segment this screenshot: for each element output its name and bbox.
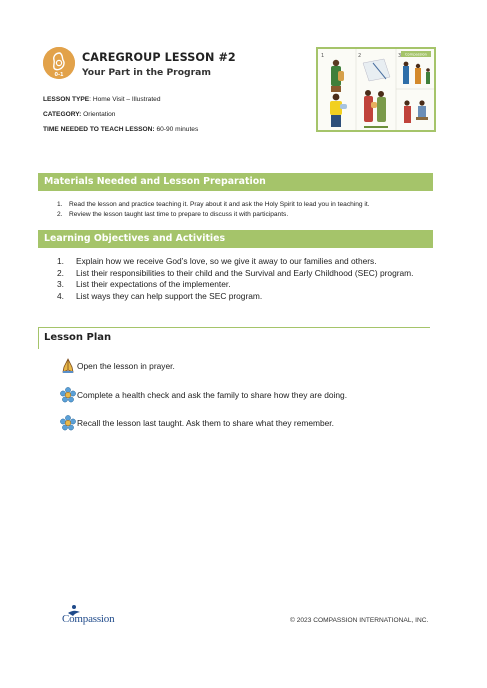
lesson-type-label: LESSON TYPE (43, 96, 90, 103)
panel-number-2: 2 (358, 53, 362, 59)
figure-head-icon (72, 605, 76, 609)
plan-step-text: Open the lesson in prayer. (77, 361, 175, 371)
category-value: Orientation (81, 111, 116, 118)
materials-heading: Materials Needed and Lesson Preparation (38, 173, 433, 191)
panel-number-3: 3 (398, 53, 402, 59)
list-item (57, 268, 427, 280)
list-item (57, 256, 427, 268)
brand-name: Compassion (62, 613, 115, 625)
list-text: List their expectations of the implementer. (76, 279, 231, 290)
plan-step-text: Complete a health check and ask the family to share how they are doing. (77, 390, 348, 400)
flower-icon (60, 387, 76, 403)
list-text: Review the lesson taught last time to prepare to discuss it with participants. (69, 211, 289, 218)
plan-heading: Lesson Plan (44, 332, 112, 343)
objectives-list (57, 256, 427, 302)
objectives-heading: Learning Objectives and Activities (38, 230, 433, 248)
lesson-type-value: : Home Visit – Illustrated (89, 96, 161, 103)
time-value: 60-90 minutes (154, 126, 199, 133)
list-number: 4. (57, 290, 64, 301)
lesson-type-line (43, 96, 161, 103)
category-line (43, 111, 115, 118)
plan-step-text: Recall the lesson last taught. Ask them to share what they remember. (77, 418, 334, 428)
list-text: List their responsibilities to their child and the Survival and Early Childhood (SEC) program. (76, 267, 414, 278)
lesson-subtitle: Your Part in the Program (82, 67, 211, 78)
category-label: CATEGORY: (43, 111, 82, 118)
list-item (57, 291, 427, 303)
list-number: 1. (57, 201, 63, 208)
list-item (57, 210, 370, 220)
copyright-text: © 2023 COMPASSION INTERNATIONAL, INC. (290, 617, 429, 624)
praying-hands-icon (60, 358, 76, 374)
list-number: 2. (57, 267, 64, 278)
time-label: TIME NEEDED TO TEACH LESSON: (43, 126, 155, 133)
mother-child-icon (43, 47, 75, 79)
time-line (43, 126, 198, 133)
plan-step (60, 415, 334, 431)
plan-step (60, 358, 175, 374)
badge-label: 0-1 (54, 72, 64, 78)
list-text: List ways they can help support the SEC program. (76, 290, 263, 301)
plan-divider-vertical (38, 327, 39, 349)
materials-list (57, 200, 370, 220)
lesson-title: CAREGROUP LESSON #2 (82, 51, 236, 64)
list-text: Explain how we receive God’s love, so we give it away to our families and others. (76, 256, 377, 266)
illustration-brand-tag: Compassion (405, 52, 427, 57)
lesson-badge (43, 47, 75, 79)
plan-step (60, 387, 347, 403)
list-text: Read the lesson and practice teaching it. Pray about it and ask the Holy Spirit to lead you in teaching it. (69, 201, 370, 208)
lesson-illustration (316, 47, 436, 132)
list-item (57, 279, 427, 291)
panel-number-1: 1 (321, 53, 325, 59)
list-number: 1. (57, 256, 64, 266)
list-number: 3. (57, 279, 64, 290)
plan-divider (38, 327, 430, 328)
family-illustration (318, 49, 434, 130)
list-item (57, 200, 370, 210)
flower-icon (60, 415, 76, 431)
list-number: 2. (57, 211, 63, 218)
